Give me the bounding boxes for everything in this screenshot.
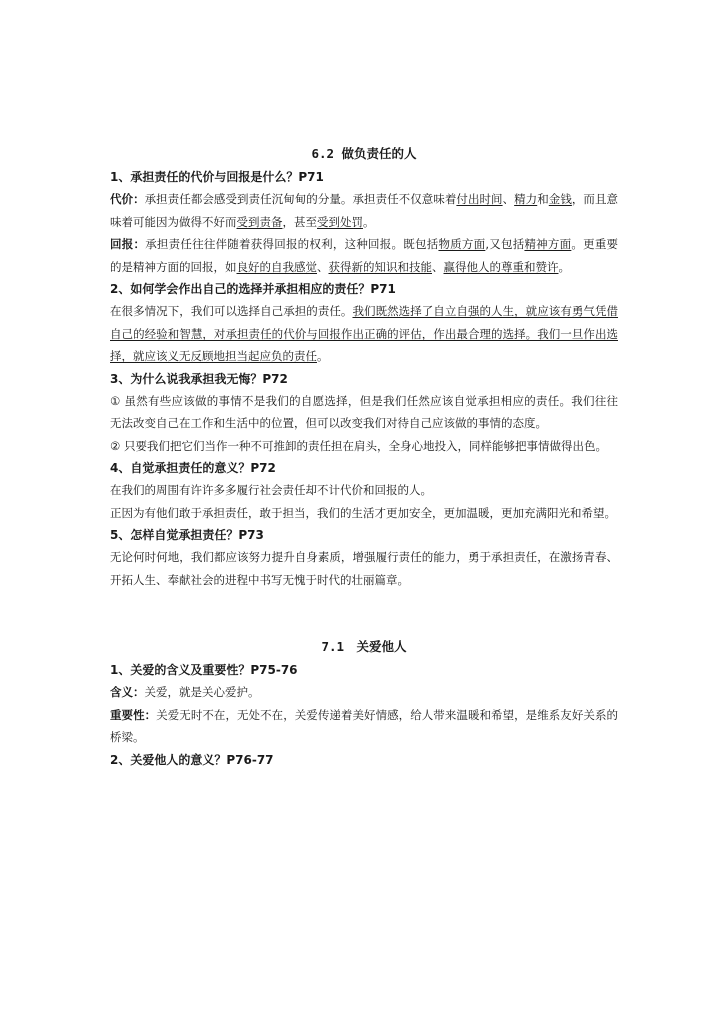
question-heading: 1、承担责任的代价与回报是什么？P71	[110, 170, 324, 184]
section-spacer	[110, 591, 618, 635]
document-content	[110, 142, 618, 771]
text-run: 、	[432, 259, 444, 274]
section-title-7-1: 7.1 关爱他人	[321, 639, 407, 654]
text-run: 。更重要的是精神方面的回报，如	[110, 237, 619, 274]
question-heading: 3、为什么说我承担我无悔？P72	[110, 371, 288, 386]
text-run: ,又包括	[485, 237, 525, 251]
cost-label: 代价	[110, 192, 134, 206]
label-colon: ：	[133, 685, 145, 699]
underlined-term: 获得新的知识和技能	[328, 259, 432, 274]
text-run: 。	[558, 259, 570, 274]
meaning-label: 含义	[110, 685, 133, 699]
reward-paragraph	[110, 233, 618, 278]
paragraph: 正因为有他们敢于承担责任，敢于担当，我们的生活才更加安全，更加温暖，更加充满阳光和希望。	[110, 505, 616, 520]
text-run: 。	[363, 214, 375, 229]
importance-paragraph	[110, 704, 618, 749]
question-heading: 2、关爱他人的意义？P76-77	[110, 752, 274, 767]
importance-label: 重要性	[110, 707, 145, 722]
question-heading: 5、怎样自觉承担责任？P73	[110, 528, 264, 542]
question-heading: 2、如何学会作出自己的选择并承担相应的责任？P71	[110, 282, 396, 296]
text-run: 、	[502, 192, 515, 206]
underlined-term: 受到责备	[236, 214, 283, 229]
text-run: 和	[537, 192, 549, 206]
question-heading: 4、自觉承担责任的意义？P72	[110, 461, 276, 475]
section-title-6-2: 6.2 做负责任的人	[311, 146, 417, 161]
question-heading: 1、关爱的含义及重要性？P75-76	[110, 663, 298, 677]
paragraph: 无论何时何地，我们都应该努力提升自身素质，增强履行责任的能力，勇于承担责任，在激扬青春、开拓人生、奉献社会的进程中书写无愧于时代的壮丽篇章。	[110, 550, 618, 587]
text-run: 。	[317, 349, 329, 363]
text-run: 关爱，就是关心爱护。	[144, 685, 260, 699]
meaning-paragraph	[110, 681, 618, 704]
label-colon: ：	[144, 707, 157, 722]
label-colon: ：	[133, 192, 145, 206]
text-run: 、	[317, 259, 329, 274]
underlined-term: 付出时间	[456, 192, 503, 206]
underlined-term: 精力	[514, 192, 538, 206]
text-run: 承担责任都会感受到责任沉甸甸的分量。承担责任不仅意味着	[144, 192, 457, 206]
underlined-term: 良好的自我感觉	[236, 259, 317, 274]
text-run: 关爱无时不在，无处不在，关爱传递着美好情感，给人带来温暖和希望，是维系友好关系的桥梁。	[110, 707, 618, 744]
underlined-term: 精神方面	[524, 237, 572, 251]
underlined-passage: 我们既然选择了自立自强的人生，就应该有勇气凭借自己的经验和智慧，对承担责任的代价与回报作出正确的评估，作出最合理的选择。我们一旦作出选择，就应该义无反顾地担当起应负的责任	[110, 304, 619, 363]
underlined-term: 物质方面	[438, 237, 486, 251]
paragraph: ② 只要我们把它们当作一种不可推卸的责任担在肩头，全身心地投入，同样能够把事情做得出色。	[110, 438, 607, 453]
text-run: ，而且意味着可能因为做得不好而	[110, 192, 619, 229]
text-run: ，甚至	[282, 214, 317, 229]
choice-paragraph	[110, 300, 618, 368]
text-run: 承担责任往往伴随着获得回报的权利，这种回报。既包括	[145, 237, 439, 251]
paragraph: 在我们的周围有许许多多履行社会责任却不计代价和回报的人。	[110, 483, 432, 497]
underlined-term: 赢得他人的尊重和赞许	[443, 259, 559, 274]
underlined-term: 受到处罚	[317, 214, 363, 229]
paragraph: ① 虽然有些应该做的事情不是我们的自愿选择，但是我们任然应该自觉承担相应的责任。我们往往无法改变自己在工作和生活中的位置，但可以改变我们对待自己应该做的事情的态度。	[110, 393, 618, 430]
reward-label: 回报	[110, 237, 134, 251]
cost-paragraph	[110, 188, 618, 233]
underlined-term: 金钱	[548, 192, 572, 206]
text-run: 在很多情况下，我们可以选择自己承担的责任。	[110, 304, 353, 318]
label-colon: ：	[133, 237, 146, 251]
